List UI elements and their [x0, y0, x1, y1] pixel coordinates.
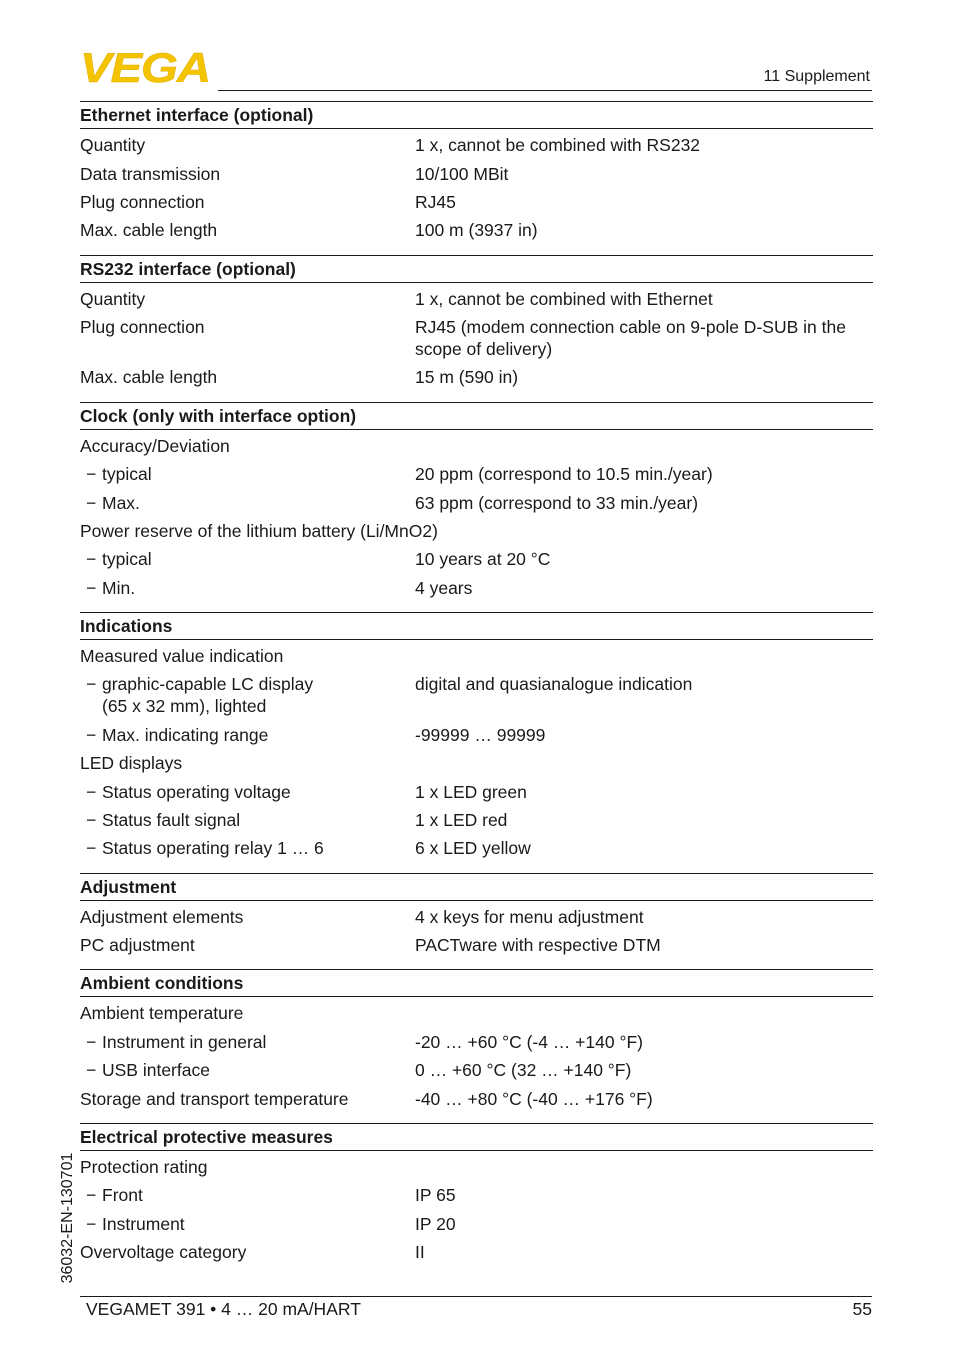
spec-row — [80, 670, 873, 720]
spec-value: 4 x keys for menu adjustment — [415, 906, 644, 927]
spec-label: Plug connection — [80, 191, 205, 212]
spec-label: Quantity — [80, 288, 146, 309]
section-title: Clock (only with interface option) — [80, 403, 873, 430]
spec-row — [80, 931, 873, 959]
spec-label: LED displays — [80, 753, 183, 774]
spec-value: 15 m (590 in) — [415, 367, 519, 388]
spec-row — [80, 1210, 873, 1238]
svg-text:VEGA: VEGA — [80, 50, 210, 86]
section-title: Ambient conditions — [80, 970, 873, 997]
spec-label: − Min. — [80, 577, 415, 599]
spec-section — [80, 402, 873, 602]
spec-value: RJ45 — [415, 191, 456, 212]
spec-value: 10 years at 20 °C — [415, 549, 551, 570]
spec-value: II — [415, 1242, 425, 1263]
spec-row — [80, 545, 873, 573]
spec-value: -99999 … 99999 — [415, 724, 546, 745]
spec-table — [80, 101, 873, 1276]
footer-product-title: VEGAMET 391 • 4 … 20 mA/HART — [86, 1299, 361, 1319]
spec-label: − typical — [80, 548, 415, 570]
spec-value: 63 ppm (correspond to 33 min./year) — [415, 492, 699, 513]
chapter-label: 11 Supplement — [763, 68, 870, 85]
spec-value: 1 x, cannot be combined with Ethernet — [415, 288, 713, 309]
spec-row — [80, 313, 873, 363]
spec-value: PACTware with respective DTM — [415, 935, 661, 956]
spec-value: 1 x LED green — [415, 781, 527, 802]
spec-value: 1 x, cannot be combined with RS232 — [415, 135, 701, 156]
vega-logo — [80, 50, 212, 86]
spec-row — [80, 903, 873, 931]
spec-row — [80, 432, 873, 460]
page-number: 55 — [852, 1299, 872, 1319]
section-title: Ethernet interface (optional) — [80, 102, 873, 129]
spec-label: Data transmission — [80, 163, 221, 184]
spec-section — [80, 969, 873, 1113]
spec-value: -20 … +60 °C (-4 … +140 °F) — [415, 1031, 643, 1052]
spec-row — [80, 1056, 873, 1084]
spec-label: − Instrument in general — [80, 1031, 415, 1053]
spec-section — [80, 101, 873, 245]
spec-value — [283, 645, 873, 667]
spec-value: 100 m (3937 in) — [415, 220, 538, 241]
spec-row — [80, 488, 873, 516]
spec-label: − Front — [80, 1184, 415, 1206]
spec-value: 4 years — [415, 577, 473, 598]
spec-value — [438, 520, 873, 542]
header-rule — [218, 90, 872, 91]
footer-rule — [80, 1296, 872, 1297]
spec-row — [80, 1181, 873, 1209]
spec-label: − Instrument — [80, 1213, 415, 1235]
spec-row — [80, 721, 873, 749]
spec-row — [80, 363, 873, 391]
spec-row — [80, 574, 873, 602]
section-title: RS232 interface (optional) — [80, 256, 873, 283]
section-title: Adjustment — [80, 874, 873, 901]
spec-value: -40 … +80 °C (-40 … +176 °F) — [415, 1088, 653, 1109]
spec-label: Overvoltage category — [80, 1242, 247, 1263]
spec-value — [182, 752, 873, 774]
spec-value — [207, 1156, 873, 1178]
spec-section — [80, 255, 873, 392]
spec-value: RJ45 (modem connection cable on 9-pole D-SUB in the scope of delivery) — [415, 317, 846, 360]
spec-value: IP 65 — [415, 1185, 456, 1206]
spec-label: Max. cable length — [80, 220, 218, 241]
spec-label: − Max. — [80, 492, 415, 514]
spec-row — [80, 188, 873, 216]
spec-value — [230, 435, 873, 457]
spec-label: Storage and transport temperature — [80, 1088, 349, 1109]
spec-row — [80, 806, 873, 834]
vega-logo-graphic — [80, 50, 212, 86]
spec-label: Power reserve of the lithium battery (Li/MnO2) — [80, 520, 438, 541]
section-title: Indications — [80, 613, 873, 640]
spec-row — [80, 285, 873, 313]
spec-row — [80, 834, 873, 862]
spec-row — [80, 999, 873, 1027]
spec-label: Plug connection — [80, 317, 205, 338]
spec-value: 0 … +60 °C (32 … +140 °F) — [415, 1060, 632, 1081]
section-title: Electrical protective measures — [80, 1124, 873, 1151]
spec-label: − USB interface — [80, 1059, 415, 1081]
spec-value — [243, 1002, 873, 1024]
spec-row — [80, 517, 873, 545]
spec-label: − Status operating voltage — [80, 781, 415, 803]
spec-row — [80, 1084, 873, 1112]
spec-section — [80, 612, 873, 863]
spec-row — [80, 1028, 873, 1056]
spec-value: 10/100 MBit — [415, 163, 509, 184]
spec-label: Measured value indication — [80, 646, 284, 667]
spec-label: Quantity — [80, 135, 146, 156]
spec-section — [80, 873, 873, 960]
spec-label: Accuracy/Deviation — [80, 435, 230, 456]
spec-label: Max. cable length — [80, 367, 218, 388]
spec-label: Protection rating — [80, 1156, 208, 1177]
spec-value: digital and quasianalogue indication — [415, 674, 693, 695]
spec-label: − typical — [80, 463, 415, 485]
spec-section — [80, 1123, 873, 1267]
spec-value: 6 x LED yellow — [415, 838, 531, 859]
spec-value: IP 20 — [415, 1213, 456, 1234]
spec-label: − graphic-capable LC display (65 x 32 mm), lighted — [80, 673, 332, 717]
spec-label: Adjustment elements — [80, 906, 244, 927]
spec-row — [80, 159, 873, 187]
spec-row — [80, 216, 873, 244]
spec-row — [80, 1153, 873, 1181]
spec-label: Ambient temperature — [80, 1003, 244, 1024]
spec-row — [80, 749, 873, 777]
spec-row — [80, 131, 873, 159]
document-code: 36032-EN-130701 — [59, 1152, 76, 1284]
spec-row — [80, 642, 873, 670]
spec-row — [80, 1238, 873, 1266]
spec-value: 1 x LED red — [415, 809, 508, 830]
spec-value: 20 ppm (correspond to 10.5 min./year) — [415, 464, 713, 485]
spec-row — [80, 777, 873, 805]
spec-label: PC adjustment — [80, 935, 195, 956]
spec-label: − Status operating relay 1 … 6 — [80, 837, 415, 859]
spec-label: − Status fault signal — [80, 809, 415, 831]
spec-row — [80, 460, 873, 488]
spec-label: − Max. indicating range — [80, 724, 415, 746]
